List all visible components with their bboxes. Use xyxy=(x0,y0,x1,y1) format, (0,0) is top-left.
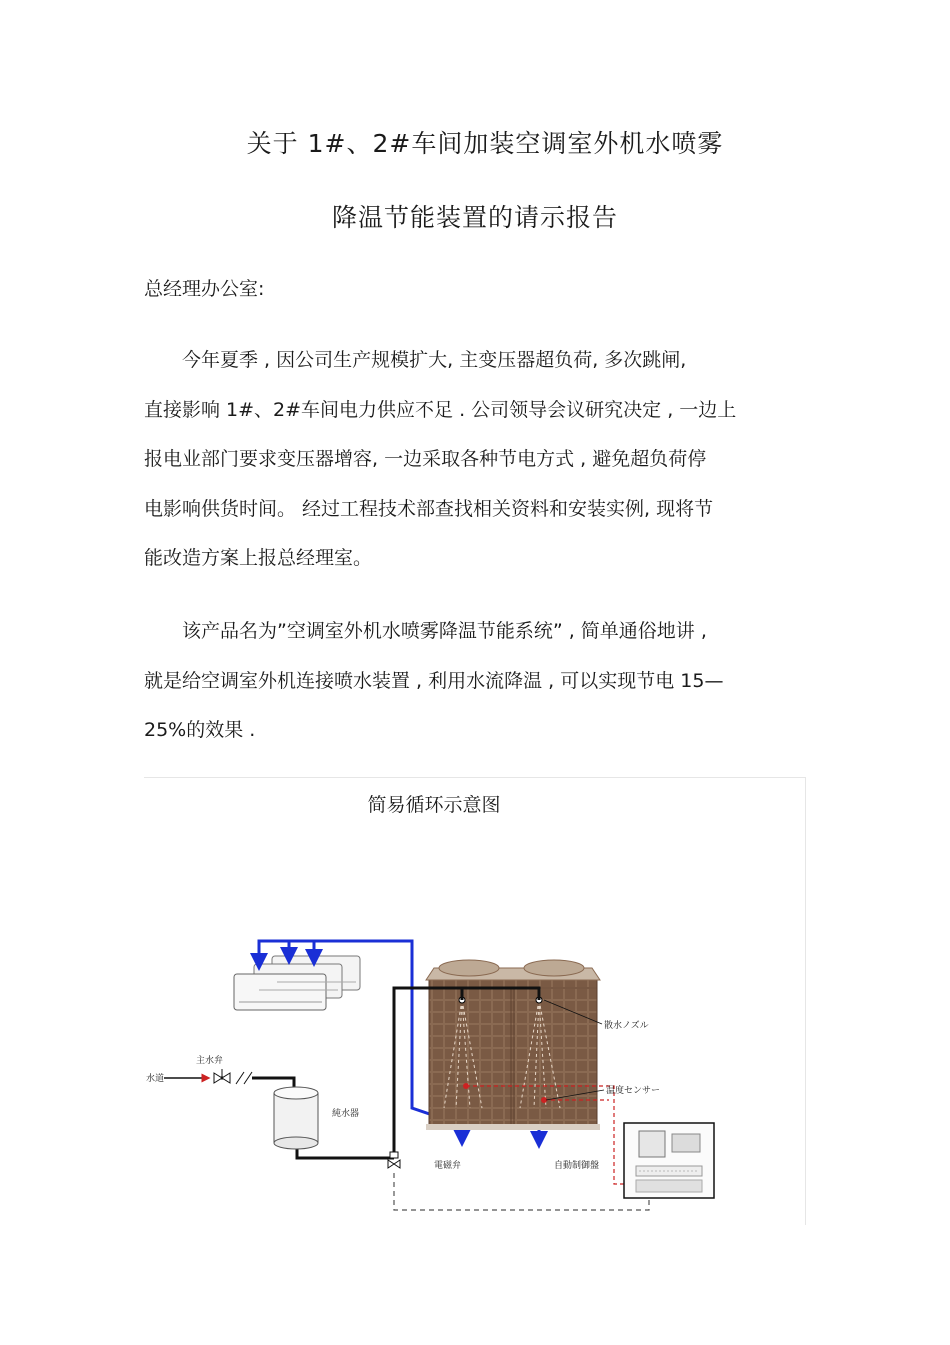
control-panel-icon xyxy=(624,1123,714,1198)
cooling-cycle-diagram xyxy=(144,928,804,1228)
paragraph-line: 该产品名为”空调室外机水喷雾降温节能系统” , 简单通俗地讲 , xyxy=(182,620,707,642)
paragraph-2 xyxy=(144,607,804,756)
solenoid-valve-icon xyxy=(388,1152,400,1168)
outdoor-unit xyxy=(426,960,600,1130)
paragraph-1 xyxy=(144,336,804,584)
indoor-units xyxy=(234,956,360,1010)
label-main-valve: 主水弁 xyxy=(196,1056,224,1066)
control-wiring xyxy=(394,1173,649,1210)
main-valve-icon xyxy=(164,1069,252,1084)
label-spray-nozzle: 散水ノズル xyxy=(604,1021,649,1031)
figure-caption: 简易循环示意图 xyxy=(367,794,501,816)
paragraph-line: 电影响供货时间。 经过工程技术部查找相关资料和安装实例, 现将节 xyxy=(144,497,714,520)
document-title-line2: 降温节能装置的请示报告 xyxy=(331,203,618,232)
paragraph-line: 今年夏季 , 因公司生产规模扩大, 主变压器超负荷, 多次跳闸, xyxy=(182,349,687,371)
document-title-line1: 关于 1#、2#车间加装空调室外机水喷雾 xyxy=(246,129,724,158)
paragraph-line: 就是给空调室外机连接喷水装置 , 利用水流降温 , 可以实现节电 15— xyxy=(144,669,724,692)
figure-frame xyxy=(144,777,806,1225)
salutation: 总经理办公室: xyxy=(144,278,265,300)
paragraph-line: 直接影响 1#、2#车间电力供应不足 . 公司领导会议研究决定 , 一边上 xyxy=(144,398,737,421)
label-control-panel: 自動制御盤 xyxy=(554,1161,600,1171)
label-water-supply: 水道 xyxy=(146,1074,165,1084)
label-purifier: 純水器 xyxy=(332,1109,360,1119)
label-solenoid-valve: 電磁弁 xyxy=(434,1161,462,1171)
label-temp-sensor: 温度センサー xyxy=(606,1086,661,1096)
temp-sensor-icon xyxy=(463,1083,469,1089)
paragraph-line: 25%的效果 . xyxy=(144,719,256,741)
purifier-icon xyxy=(274,1087,318,1149)
paragraph-line: 报电业部门要求变压器增容, 一边采取各种节电方式 , 避免超负荷停 xyxy=(144,448,707,470)
paragraph-line: 能改造方案上报总经理室。 xyxy=(144,547,373,569)
